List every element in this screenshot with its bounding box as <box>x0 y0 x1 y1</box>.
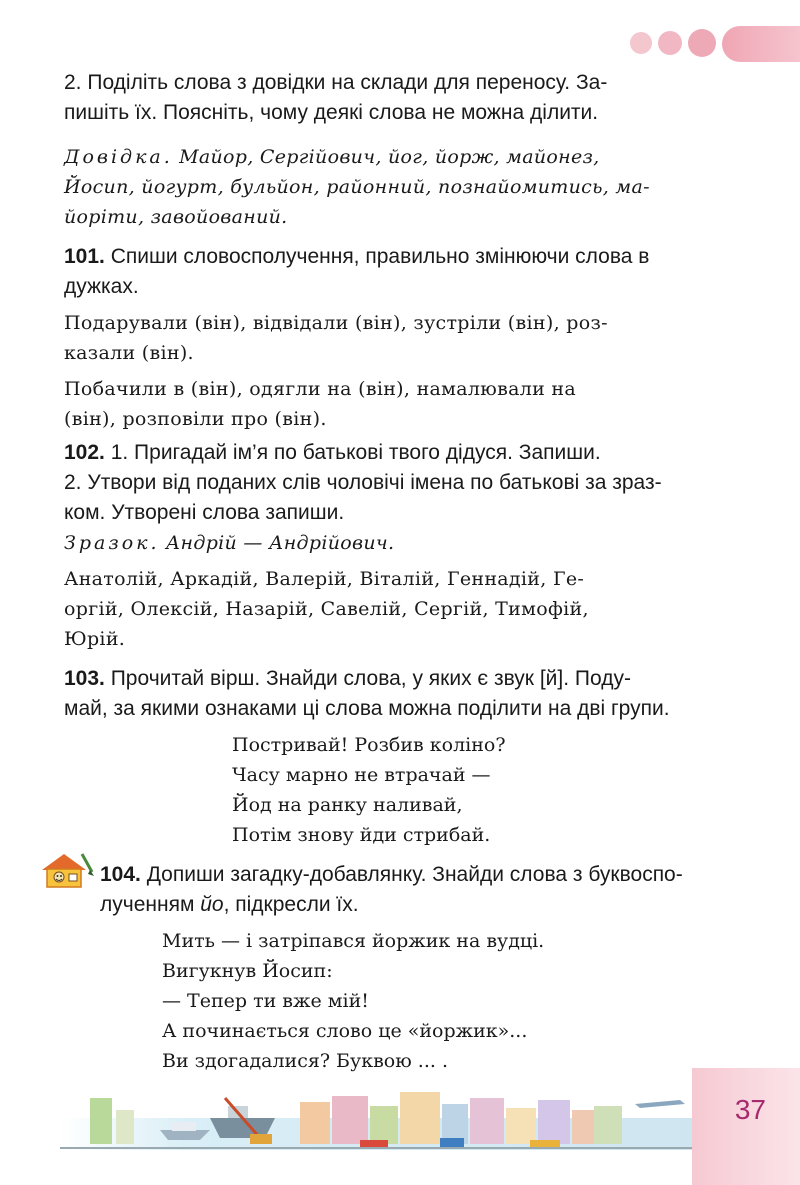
page-number: 37 <box>734 1094 766 1125</box>
exercise-task: Прочитай вірш. Знайди слова, у яких є звук [й]. Поду- <box>104 667 631 690</box>
text-line: (він), розповіли про (він). <box>64 408 327 430</box>
exercise-task: , підкресли їх. <box>223 893 359 916</box>
reference-text: Майор, Сергійович, йог, йорж, майонез, <box>172 146 600 168</box>
exercise-101-text <box>64 308 732 434</box>
intro-line: пишіть їх. Поясніть, чому деякі слова не можна ділити. <box>64 101 599 124</box>
poem-line: А починається слово це «йоржик»... <box>162 1020 528 1042</box>
poem-line: Йод на ранку наливай, <box>232 794 463 816</box>
text-line: Юрій. <box>64 628 126 650</box>
exercise-101 <box>64 242 732 302</box>
text-line: казали (він). <box>64 342 194 364</box>
exercise-103 <box>64 664 732 724</box>
exercise-104 <box>64 860 732 920</box>
exercise-task: 2. Утвори від поданих слів чоловічі імена по батькові за зраз- <box>64 471 662 494</box>
exercise-number: 103. <box>64 667 105 690</box>
poem-line: Ви здогадалися? Буквою ... . <box>162 1050 448 1072</box>
sample-line <box>64 528 732 558</box>
exercise-102 <box>64 438 732 528</box>
poem-line: Вигукнув Йосип: <box>162 960 333 982</box>
reference-text: йоріти, завойований. <box>64 206 288 228</box>
sample-text: Андрій — Андрійович. <box>159 532 395 554</box>
page-number-tab <box>692 1068 800 1185</box>
decor-tab <box>722 26 800 62</box>
exercise-task: май, за якими ознаками ці слова можна поділити на дві групи. <box>64 697 670 720</box>
poem-line: — Тепер ти вже мій! <box>162 990 369 1012</box>
poem-line: Потім знову йди стрибай. <box>232 824 491 846</box>
poem-line: Часу марно не втрачай — <box>232 764 491 786</box>
exercise-number: 101. <box>64 245 105 268</box>
exercise-task: 1. Пригадай ім’я по батькові твого дідуся. Запиши. <box>104 441 601 464</box>
sample-label: Зразок. <box>64 532 160 554</box>
reference-label: Довідка. <box>64 146 173 168</box>
decor-dot <box>688 29 716 57</box>
exercise-102-text <box>64 564 732 654</box>
exercise-number: 102. <box>64 441 105 464</box>
exercise-task: лученням <box>100 893 201 916</box>
exercise-number: 104. <box>100 863 141 886</box>
text-line: оргій, Олексій, Назарій, Савелій, Сергій, Тимофій, <box>64 598 589 620</box>
city-illustration <box>60 1088 700 1150</box>
intro-line: 2. Поділіть слова з довідки на склади для переносу. За- <box>64 71 608 94</box>
reference-text: Йосип, йогурт, бульйон, районний, познайомитись, ма- <box>64 176 650 198</box>
text-line: Анатолій, Аркадій, Валерій, Віталій, Геннадій, Ге- <box>64 568 585 590</box>
decor-dot <box>658 31 682 55</box>
exercise-task: дужках. <box>64 275 139 298</box>
poem-line: Постривай! Розбив коліно? <box>232 734 506 756</box>
text-line: Побачили в (він), одягли на (він), намалювали на <box>64 378 576 400</box>
text-line: Подарували (він), відвідали (він), зустріли (він), роз- <box>64 312 608 334</box>
reference-block <box>64 142 732 232</box>
intro-task <box>64 68 732 128</box>
poem-line: Мить — і затріпався йоржик на вудці. <box>162 930 545 952</box>
exercise-task-highlight: йо <box>200 893 224 916</box>
decor-dot <box>630 32 652 54</box>
header-decoration <box>600 28 800 64</box>
exercise-task: Спиши словосполучення, правильно змінюючи слова в <box>104 245 650 268</box>
poem-104 <box>162 926 544 1076</box>
poem-103 <box>232 730 506 850</box>
exercise-task: Допиши загадку-добавлянку. Знайди слова з буквоспо- <box>140 863 683 886</box>
exercise-task: ком. Утворені слова запиши. <box>64 501 345 524</box>
